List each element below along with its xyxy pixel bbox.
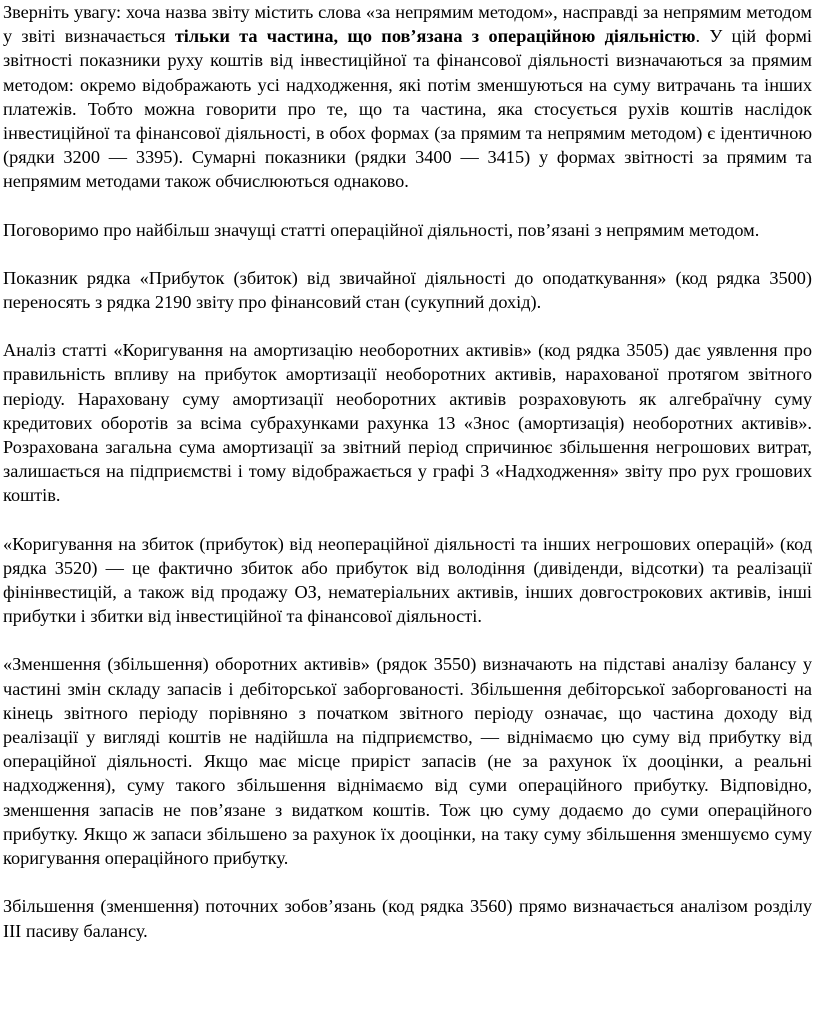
paragraph-row-3560: Збільшення (зменшення) поточних зобов’язань (код рядка 3560) прямо визначається аналізом розділу III пасиву балансу. (3, 896, 812, 941)
paragraph-intro-bold-text: тільки та частина, що пов’язана з операційною діяльністю (174, 26, 696, 47)
paragraph-row-3520: «Коригування на збиток (прибуток) від неопераційної діяльності та інших негрошових операцій» (код рядка 3520) — це фактично збиток або прибуток від володіння (дивіденди, відсотки) та реалізації фінінвестицій, а також від продажу ОЗ, нематеріальних активів, інших довгострокових активів, інші прибутки і збитки від інвестиційної та фінансової діяльності. (3, 533, 812, 627)
paragraph-intro-text-start: Зверніть увагу: хоча назва звіту містить слова «за непрямим методом», насправді за непрямим методом у звіті визначається (3, 2, 812, 47)
paragraph-operating-items: Поговоримо про найбільш значущі статті операційної діяльності, пов’язані з непрямим методом. (3, 219, 760, 240)
paragraph-intro-text-end: . У цій формі звітності показники руху коштів від інвестиційної та фінансової діяльності визначаються за прямим методом: окремо відображають усі надходження, які потім зменшуються на суму витрачань та інших платежів. Тобто можна говорити про те, що та частина, яка стосується рухів коштів наслідок інвестиційної та фінансової діяльності, в обох формах (за прямим та непрямим методом) є ідентичною (рядки 3200 — 3395). Сумарні показники (рядки 3400 — 3415) у формах звітності за прямим та непрямим методами також обчислюються однаково. (3, 26, 812, 192)
paragraph-row-3500: Показник рядка «Прибуток (збиток) від звичайної діяльності до оподаткування» (код рядка 3500) переносять з рядка 2190 звіту про фінансовий стан (сукупний дохід). (3, 267, 812, 313)
paragraph-row-3550: «Зменшення (збільшення) оборотних активів» (рядок 3550) визначають на підставі аналізу балансу у частині змін складу запасів і дебіторської заборгованості. Збільшення дебіторської заборгованості на кінець звітного періоду порівняно з початком звітного періоду означає, що частина доходу від реалізації у вигляді коштів не надійшла на підприємство, — віднімаємо цю суму від прибутку від операційної діяльності. Якщо має місце приріст запасів (не за рахунок їх дооцінки, а реальні надходження), суму такого збільшення віднімаємо від суми операційного прибутку. Відповідно, зменшення запасів не пов’язане з видатком коштів. Тож цю суму додаємо до суми операційного прибутку. Якщо ж запаси збільшено за рахунок їх дооцінки, на таку суму збільшення зменшуємо суму коригування операційного прибутку. (3, 654, 812, 869)
paragraph-intro (3, 0, 812, 194)
paragraph-row-3505: Аналіз статті «Коригування на амортизацію необоротних активів» (код рядка 3505) дає уявлення про правильність впливу на прибуток амортизації необоротних активів, нарахованої протягом звітного періоду. Нараховану суму амортизації необоротних активів розраховують як алгебраїчну суму кредитових оборотів за всіма субрахунками рахунка 13 «Знос (амортизація) необоротних активів». Розрахована загальна сума амортизації за звітний період спричинює збільшення негрошових витрат, залишається на підприємстві і тому відображається у графі 3 «Надходження» звіту про рух грошових коштів. (3, 340, 812, 506)
